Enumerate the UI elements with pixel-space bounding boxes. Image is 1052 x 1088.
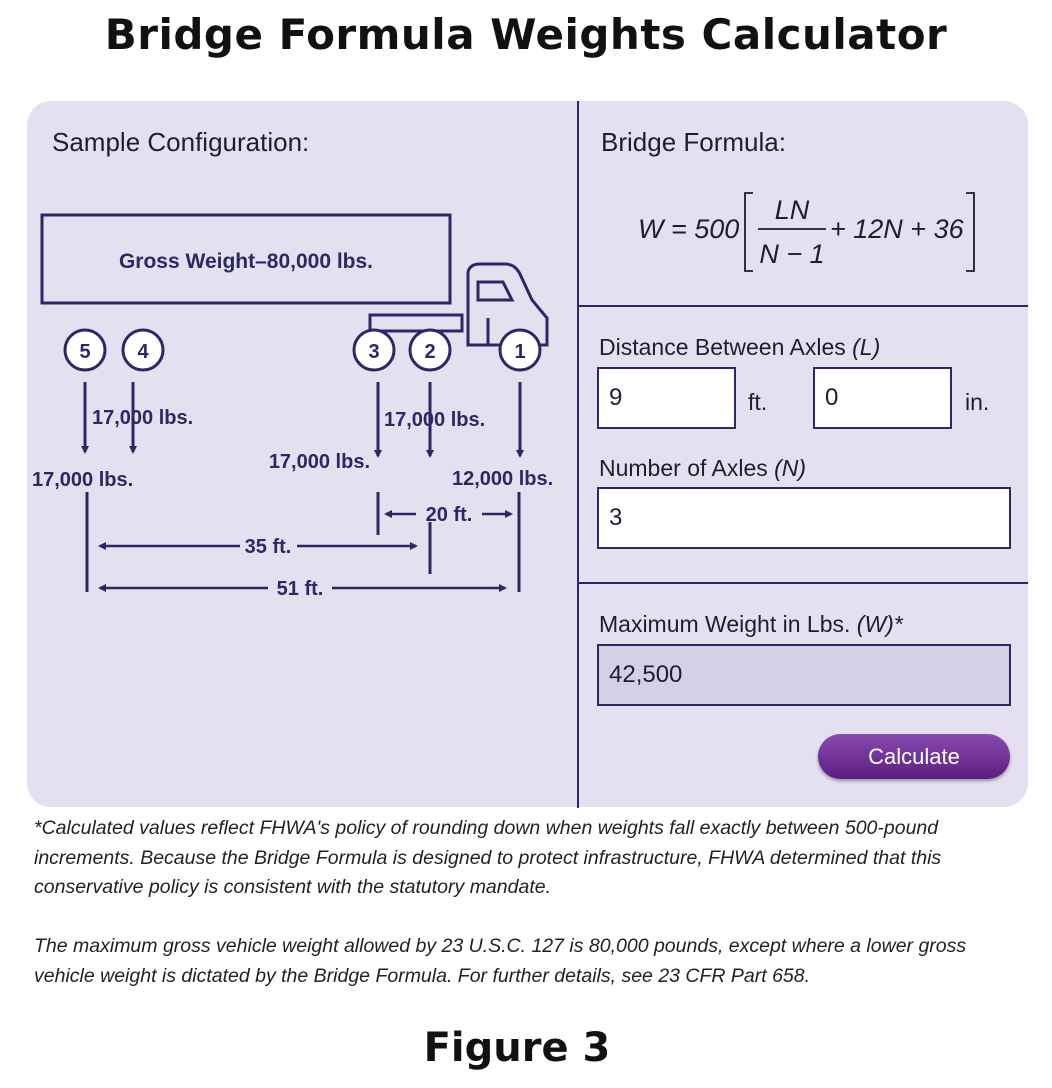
formula-lhs: W = 500 bbox=[638, 214, 740, 244]
axle-4-load-label: 17,000 lbs. bbox=[92, 407, 194, 429]
maximum-weight-label bbox=[599, 611, 903, 638]
rounding-policy-note: *Calculated values reflect FHWA's policy of rounding down when weights fall exactly between 500-pound increments. Because the Bridge Formula is designed to protect infrastructure, FHWA determined that this conservative policy is consistent with the statutory mandate. bbox=[34, 817, 942, 898]
number-of-axles-input[interactable]: 3 bbox=[597, 487, 1011, 549]
distance-feet-input[interactable]: 9 bbox=[597, 367, 736, 429]
dimension-20ft-label: 20 ft. bbox=[425, 504, 473, 526]
maximum-weight-label-text: Maximum Weight in Lbs. bbox=[599, 611, 851, 637]
axle-1-load-label: 12,000 lbs. bbox=[452, 468, 554, 490]
result-divider bbox=[579, 582, 1028, 584]
dimension-51ft-label: 51 ft. bbox=[276, 578, 324, 600]
axle-5-number: 5 bbox=[79, 341, 91, 363]
sample-configuration-heading: Sample Configuration: bbox=[52, 127, 310, 157]
formula-denominator: N − 1 bbox=[759, 239, 825, 269]
axle-4-number: 4 bbox=[137, 341, 149, 363]
feet-unit-label: ft. bbox=[748, 389, 768, 415]
distance-variable: (L) bbox=[852, 334, 881, 360]
dimension-35ft-label: 35 ft. bbox=[244, 536, 292, 558]
gross-weight-note: The maximum gross vehicle weight allowed by 23 U.S.C. 127 is 80,000 pounds, except where a lower gross vehicle weight is dictated by the Bridge Formula. For further details, see 23 CFR Part 658. bbox=[34, 935, 967, 987]
distance-label-text: Distance Between Axles bbox=[599, 334, 846, 360]
formula-numerator: LN bbox=[774, 195, 810, 225]
maximum-weight-variable: (W)* bbox=[856, 611, 903, 637]
axles-label-text: Number of Axles bbox=[599, 455, 768, 481]
gross-weight-label: Gross Weight–80,000 lbs. bbox=[118, 250, 374, 273]
formula-left-bracket bbox=[745, 193, 753, 271]
distance-inches-input[interactable]: 0 bbox=[813, 367, 952, 429]
maximum-weight-output: 42,500 bbox=[597, 644, 1011, 706]
axles-variable: (N) bbox=[774, 455, 807, 481]
axle-2-load-label: 17,000 lbs. bbox=[384, 409, 486, 431]
page-title: Bridge Formula Weights Calculator bbox=[104, 10, 948, 59]
axle-3-number: 3 bbox=[368, 341, 380, 363]
number-of-axles-label bbox=[599, 455, 806, 482]
axle-3-load-label: 17,000 lbs. bbox=[268, 451, 370, 473]
sample-configuration-diagram bbox=[0, 0, 580, 610]
formula-rest: + 12N + 36 bbox=[830, 214, 964, 244]
axle-5-load-label: 17,000 lbs. bbox=[32, 469, 134, 491]
bridge-formula-heading: Bridge Formula: bbox=[601, 127, 786, 157]
formula-divider bbox=[579, 305, 1028, 307]
distance-between-axles-label bbox=[599, 334, 880, 361]
figure-label: Figure 3 bbox=[423, 1025, 611, 1071]
formula-right-bracket bbox=[966, 193, 974, 271]
calculate-button[interactable]: Calculate bbox=[818, 734, 1010, 779]
axle-1-number: 1 bbox=[514, 341, 526, 363]
bridge-formula bbox=[600, 185, 1020, 285]
axle-2-number: 2 bbox=[424, 341, 436, 363]
inches-unit-label: in. bbox=[965, 389, 990, 415]
